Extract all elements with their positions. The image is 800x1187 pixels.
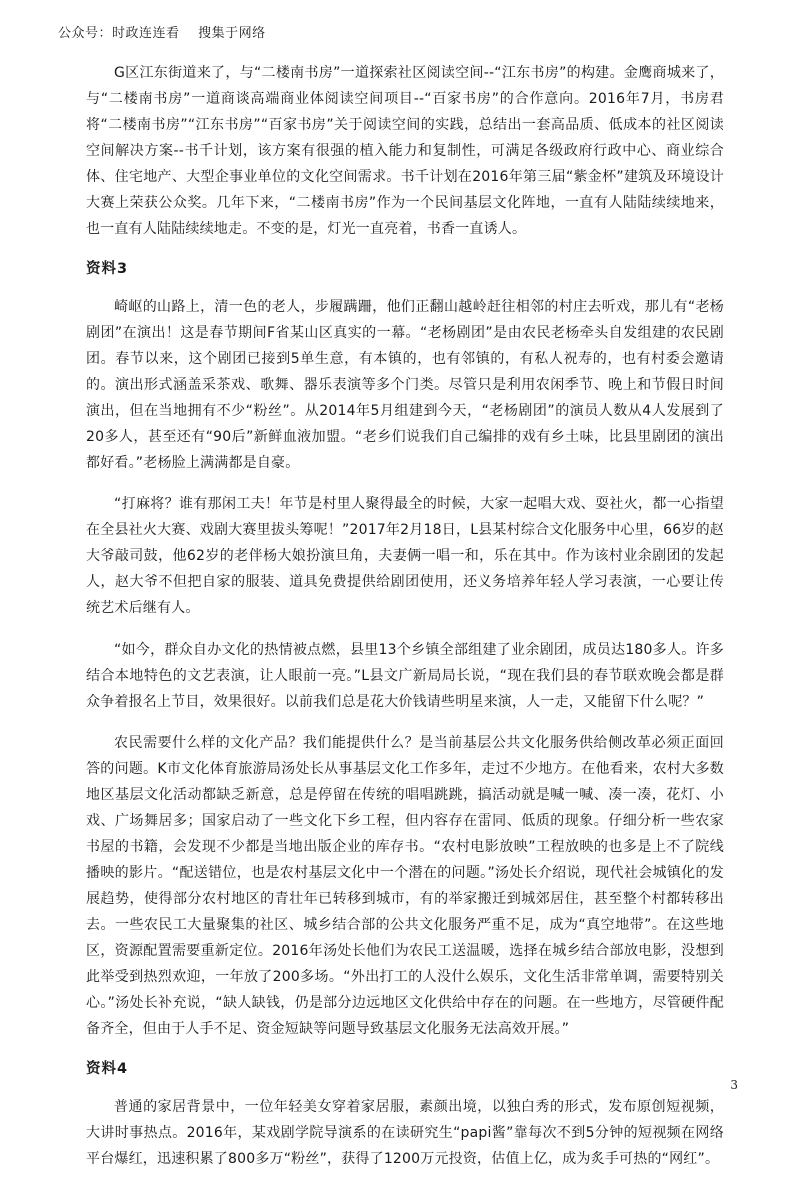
paragraph: “如今，群众自办文化的热情被点燃，县里13个乡镇全部组建了业余剧团，成员达180多人。许多结合本地特色的文艺表演，让人眼前一亮。”L县文广新局局长说，“现在我们县的春节联欢晚会都是群众争着报名上节目，效果很好。以前我们总是花大价钱请些明星来演，人一走，又能留下什么呢？” — [86, 641, 724, 710]
paragraph: “打麻将？谁有那闲工夫！年节是村里人聚得最全的时候，大家一起唱大戏、耍社火，都一心指望在全县社火大赛、戏剧大赛里拔头筹呢！”2017年2月18日，L县某村综合文化服务中心里，66岁的赵大爷敲司鼓，他62岁的老伴杨大娘扮演旦角，夫妻俩一唱一和，乐在其中。作为该村业余剧团的发起人，赵大爷不但把自家的服装、道具免费提供给剧团使用，还义务培养年轻人学习表演，一心要让传统艺术后继有人。 — [86, 496, 724, 616]
section-title-4: 资料4 — [86, 1060, 129, 1077]
paragraph: 农民需要什么样的文化产品？我们能提供什么？是当前基层公共文化服务供给侧改革必须正面回答的问题。K市文化体育旅游局汤处长从事基层文化工作多年，走过不少地方。在他看来，农村大多数地区基层文化活动都缺乏新意，总是停留在传统的唱唱跳跳，搞活动就是喊一喊、凑一凑，花灯、小戏、广场舞居多；国家启动了一些文化下乡工程，但内容存在雷同、低质的现象。仔细分析一些农家书屋的书籍，会发现不少都是当地出版企业的库存书。“农村电影放映”工程放映的也多是上不了院线播映的影片。“配送错位，也是农村基层文化中一个潜在的问题。”汤处长介绍说，现代社会城镇化的发展趋势，使得部分农村地区的青壮年已转移到城市，有的举家搬迁到城郊居住，甚至整个村都转移出去。一些农民工大量聚集的社区、城乡结合部的公共文化服务严重不足，成为“真空地带”。在这些地区，资源配置需要重新定位。2016年汤处长他们为农民工送温暖，选择在城乡结合部放电影，没想到此举受到热烈欢迎，一年放了200多场。“外出打工的人没什么娱乐，文化生活非常单调，需要特别关心。”汤处长补充说，“缺人缺钱，仍是部分边远地区文化供给中存在的问题。在一些地方，尽管硬件配备齐全，但由于人手不足、资金短缺等问题导致基层文化服务无法高效开展。” — [86, 735, 725, 1037]
paragraph: 崎岖的山路上，清一色的老人，步履蹒跚，他们正翻山越岭赶往相邻的村庄去听戏，那儿有“老杨剧团”在演出！这是春节期间F省某山区真实的一幕。“老杨剧团”是由农民老杨牵头自发组建的农民剧团。春节以来，这个剧团已接到5单生意，有本镇的，也有邻镇的，有私人祝寿的，也有村委会邀请的。演出形式涵盖采茶戏、歌舞、器乐表演等多个门类。尽管只是利用农闲季节、晚上和节假日时间演出，但在当地拥有不少“粉丝”。从2014年5月组建到今天，“老杨剧团”的演员人数从4人发展到了20多人，甚至还有“90后”新鲜血液加盟。“老乡们说我们自己编排的戏有乡土味，比县里剧团的演出都好看。”老杨脸上满满都是自豪。 — [86, 298, 724, 471]
paragraph: G区江东街道来了，与“二楼南书房”一道探索社区阅读空间--“江东书房”的构建。金鹰商城来了，与“二楼南书房”一道商谈高端商业体阅读空间项目--“百家书房”的合作意向。2016年7月，书房君将“二楼南书房”“江东书房”“百家书房”关于阅读空间的实践，总结出一套高品质、低成本的社区阅读空间解决方案--书千计划，该方案有很强的植入能力和复制性，可满足各级政府行政中心、商业综合体、住宅地产、大型企事业单位的文化空间需求。书千计划在2016年第三届“紫金杯”建筑及环境设计大赛上荣获公众奖。几年下来，“二楼南书房”作为一个民间基层文化阵地，一直有人陆陆续续地来，也一直有人陆陆续续地走。不变的是，灯光一直亮着，书香一直诱人。 — [86, 65, 724, 237]
header-source: 公众号：时政连连看 — [58, 26, 180, 41]
document-body — [86, 60, 724, 1187]
paragraph: 普通的家居背景中，一位年轻美女穿着家居服，素颜出境，以独白秀的形式，发布原创短视频，大讲时事热点。2016年，某戏剧学院导演系的在读研究生“papi酱”靠每次不到5分钟的短视频在网络平台爆红，迅速积累了800多万“粉丝”，获得了1200万元投资，估值上亿，成为炙手可热的“网红”。 — [86, 1098, 724, 1167]
section-title-3: 资料3 — [86, 260, 129, 277]
page-header — [58, 22, 266, 41]
page-number: 3 — [730, 1078, 738, 1092]
header-note: 搜集于网络 — [198, 26, 266, 41]
